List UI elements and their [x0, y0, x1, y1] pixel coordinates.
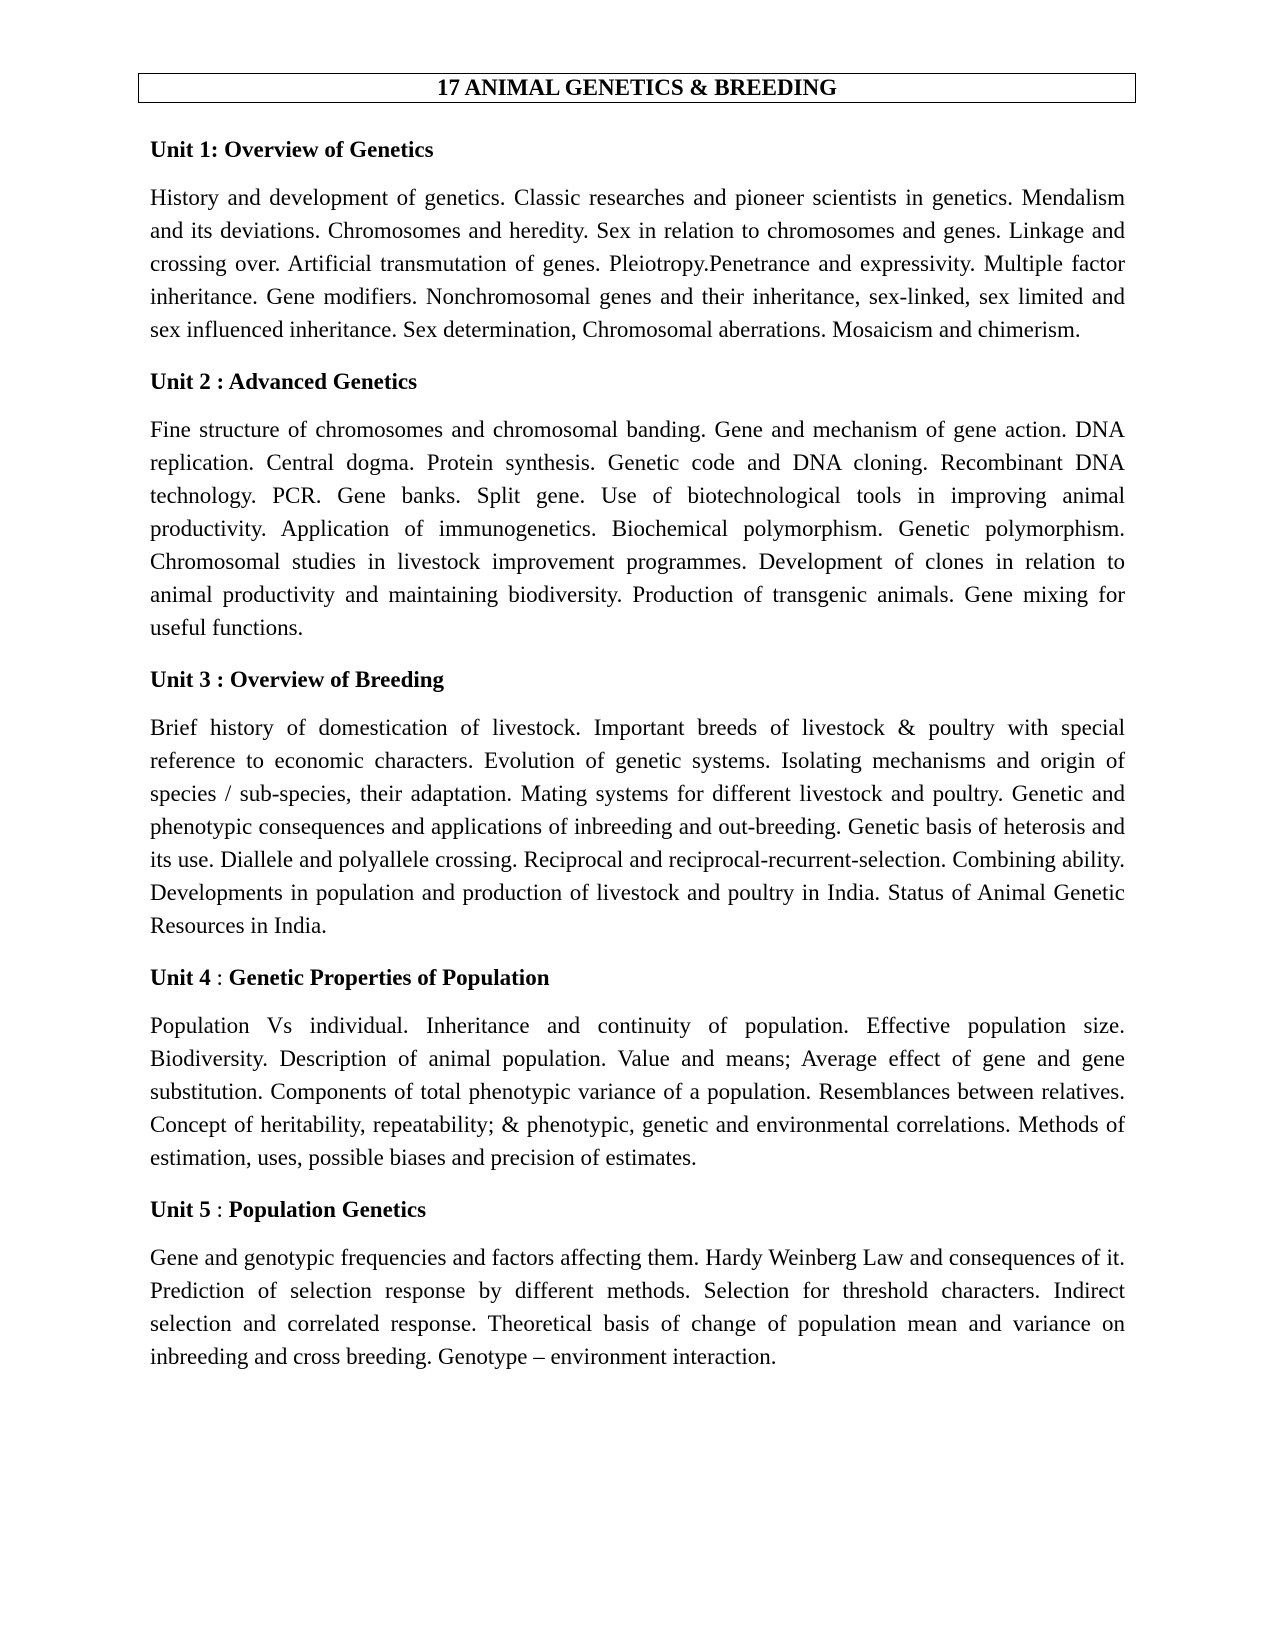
unit-1-section	[150, 134, 1125, 346]
unit-5-body: Gene and genotypic frequencies and factors affecting them. Hardy Weinberg Law and consequences of it. Prediction of selection response by different methods. Selection for threshold characters. Indirect selection and correlated response. Theoretical basis of change of population mean and variance on inbreeding and cross breeding. Genotype – environment interaction.	[150, 1245, 1125, 1369]
unit-4-heading-prefix: Unit 4	[150, 965, 211, 990]
unit-4-heading-separator: :	[210, 965, 229, 990]
unit-4-body: Population Vs individual. Inheritance and continuity of population. Effective population size. Biodiversity. Description of animal population. Value and means; Average effect of gene and gene substitution. Components of total phenotypic variance of a population. Resemblances between relatives. Concept of heritability, repeatability; & phenotypic, genetic and environmental correlations. Methods of estimation, uses, possible biases and precision of estimates.	[150, 1013, 1125, 1170]
unit-5-heading-name: Population Genetics	[228, 1197, 427, 1222]
page-title: 17 ANIMAL GENETICS & BREEDING	[138, 73, 1136, 103]
unit-4-section	[150, 962, 1125, 1174]
unit-3-section	[150, 664, 1125, 942]
unit-3-heading-text: Unit 3 : Overview of Breeding	[150, 667, 445, 692]
unit-5-heading-prefix: Unit 5	[150, 1197, 211, 1222]
unit-5-section	[150, 1194, 1125, 1373]
unit-4-heading	[150, 962, 1125, 994]
unit-5-heading-separator: :	[210, 1197, 229, 1222]
unit-3-heading	[150, 664, 1125, 696]
unit-2-section	[150, 366, 1125, 644]
unit-4-heading-name: Genetic Properties of Population	[228, 965, 550, 990]
unit-1-heading-text: Unit 1: Overview of Genetics	[150, 137, 434, 162]
unit-3-body: Brief history of domestication of livestock. Important breeds of livestock & poultry with special reference to economic characters. Evolution of genetic systems. Isolating mechanisms and origin of species / sub-species, their adaptation. Mating systems for different livestock and poultry. Genetic and phenotypic consequences and applications of inbreeding and out-breeding. Genetic basis of heterosis and its use. Diallele and polyallele crossing. Reciprocal and reciprocal-recurrent-selection. Combining ability. Developments in population and production of livestock and poultry in India. Status of Animal Genetic Resources in India.	[150, 715, 1125, 938]
unit-5-heading	[150, 1194, 1125, 1226]
unit-2-heading	[150, 366, 1125, 398]
syllabus-content	[150, 134, 1125, 1393]
unit-1-heading	[150, 134, 1125, 166]
unit-1-body: History and development of genetics. Classic researches and pioneer scientists in genetics. Mendalism and its deviations. Chromosomes and heredity. Sex in relation to chromosomes and genes. Linkage and crossing over. Artificial transmutation of genes. Pleiotropy.Penetrance and expressivity. Multiple factor inheritance. Gene modifiers. Nonchromosomal genes and their inheritance, sex-linked, sex limited and sex influenced inheritance. Sex determination, Chromosomal aberrations. Mosaicism and chimerism.	[150, 185, 1125, 342]
unit-2-heading-text: Unit 2 : Advanced Genetics	[150, 369, 418, 394]
unit-2-body: Fine structure of chromosomes and chromosomal banding. Gene and mechanism of gene action. DNA replication. Central dogma. Protein synthesis. Genetic code and DNA cloning. Recombinant DNA technology. PCR. Gene banks. Split gene. Use of biotechnological tools in improving animal productivity. Application of immunogenetics. Biochemical polymorphism. Genetic polymorphism. Chromosomal studies in livestock improvement programmes. Development of clones in relation to animal productivity and maintaining biodiversity. Production of transgenic animals. Gene mixing for useful functions.	[150, 417, 1125, 640]
